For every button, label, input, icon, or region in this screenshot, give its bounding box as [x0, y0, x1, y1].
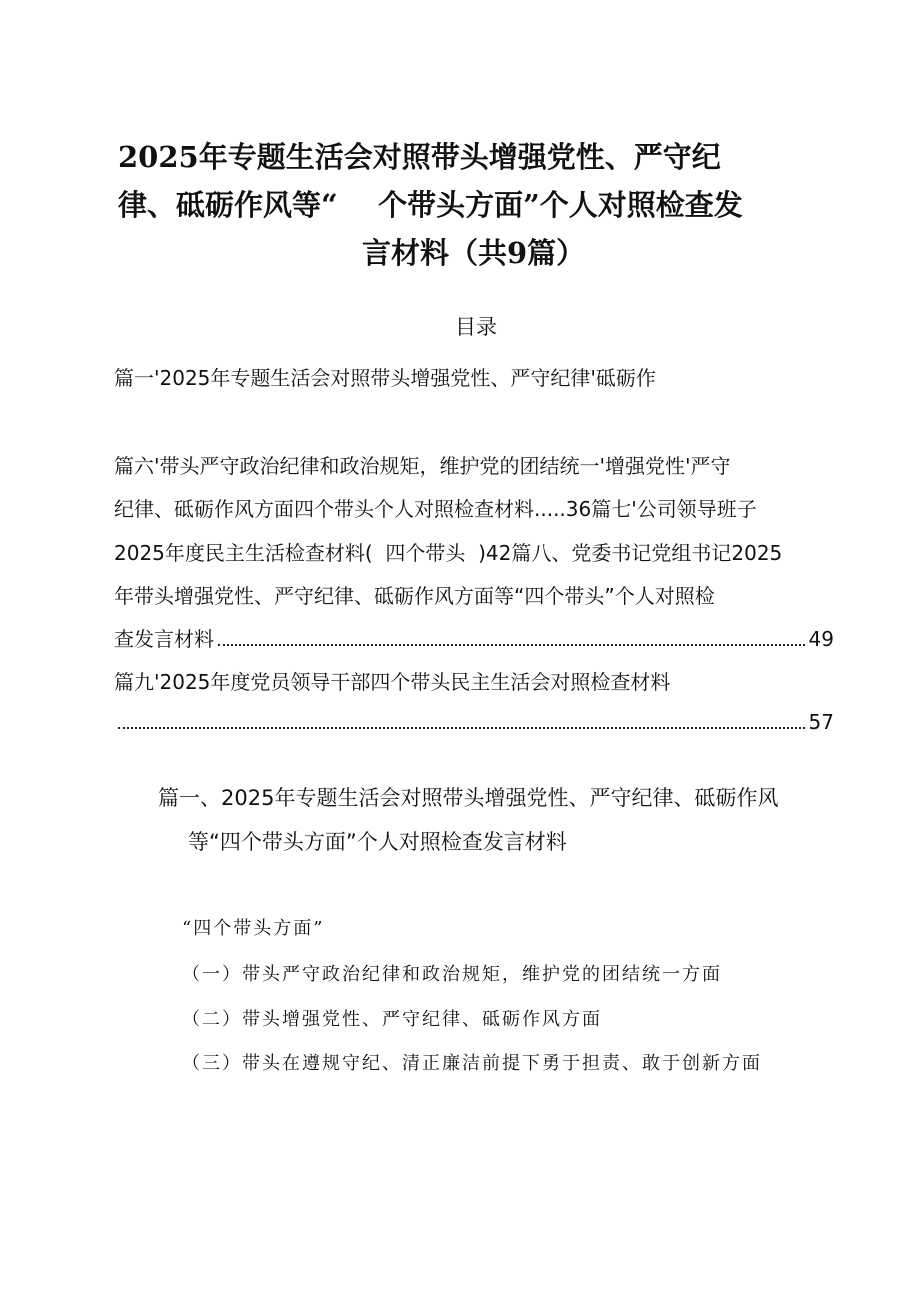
- section-title-line-1: 篇一、2025年专题生活会对照带头增强党性、严守纪律、砥砺作风: [158, 786, 779, 810]
- section-title-line-2: 等“四个带头方面”个人对照检查发言材料: [188, 830, 567, 854]
- dot-leader: [118, 726, 805, 729]
- body-paragraph-3: （二）带头增强党性、严守纪律、砥砺作风方面: [182, 1009, 602, 1030]
- dot-leader: [218, 643, 805, 646]
- title-line-2: 律、砥砺作风等“ 个带头方面”个人对照检查发: [118, 188, 743, 222]
- document-title: [118, 133, 818, 277]
- toc-entry-8-page: 57: [808, 710, 834, 734]
- toc-entry-1[interactable]: 篇一'2025年专题生活会对照带头增强党性、严守纪律'砥砺作: [114, 366, 656, 390]
- body-paragraph-1: “四个带头方面”: [182, 918, 325, 939]
- title-line-3: 言材料（共9篇）: [362, 236, 586, 270]
- toc-entry-8[interactable]: [114, 710, 834, 735]
- toc-entry-5[interactable]: 年带头增强党性、严守纪律、砥砺作风方面等“四个带头”个人对照检: [114, 584, 715, 608]
- toc-entry-6[interactable]: [114, 623, 834, 652]
- toc-entry-6-text: 查发言材料: [114, 627, 214, 651]
- title-line-1: 2025年专题生活会对照带头增强党性、严守纪: [118, 140, 721, 174]
- body-paragraph-2: （一）带头严守政治纪律和政治规矩，维护党的团结统一方面: [182, 964, 722, 985]
- toc-entry-3[interactable]: 纪律、砥砺作风方面四个带头个人对照检查材料.....36篇七'公司领导班子: [114, 497, 757, 521]
- toc-entry-4[interactable]: 2025年度民主生活检查材料( 四个带头 )42篇八、党委书记党组书记2025: [114, 541, 783, 565]
- toc-entry-6-page: 49: [808, 627, 834, 651]
- section-title: [158, 776, 858, 864]
- body-paragraph-4: （三）带头在遵规守纪、清正廉洁前提下勇于担责、敢于创新方面: [182, 1053, 762, 1074]
- toc-heading: 目录: [455, 315, 497, 339]
- toc-entry-7[interactable]: 篇九'2025年度党员领导干部四个带头民主生活会对照检查材料: [114, 670, 671, 694]
- toc-entry-2[interactable]: 篇六'带头严守政治纪律和政治规矩，维护党的团结统一'增强党性'严守: [114, 454, 731, 478]
